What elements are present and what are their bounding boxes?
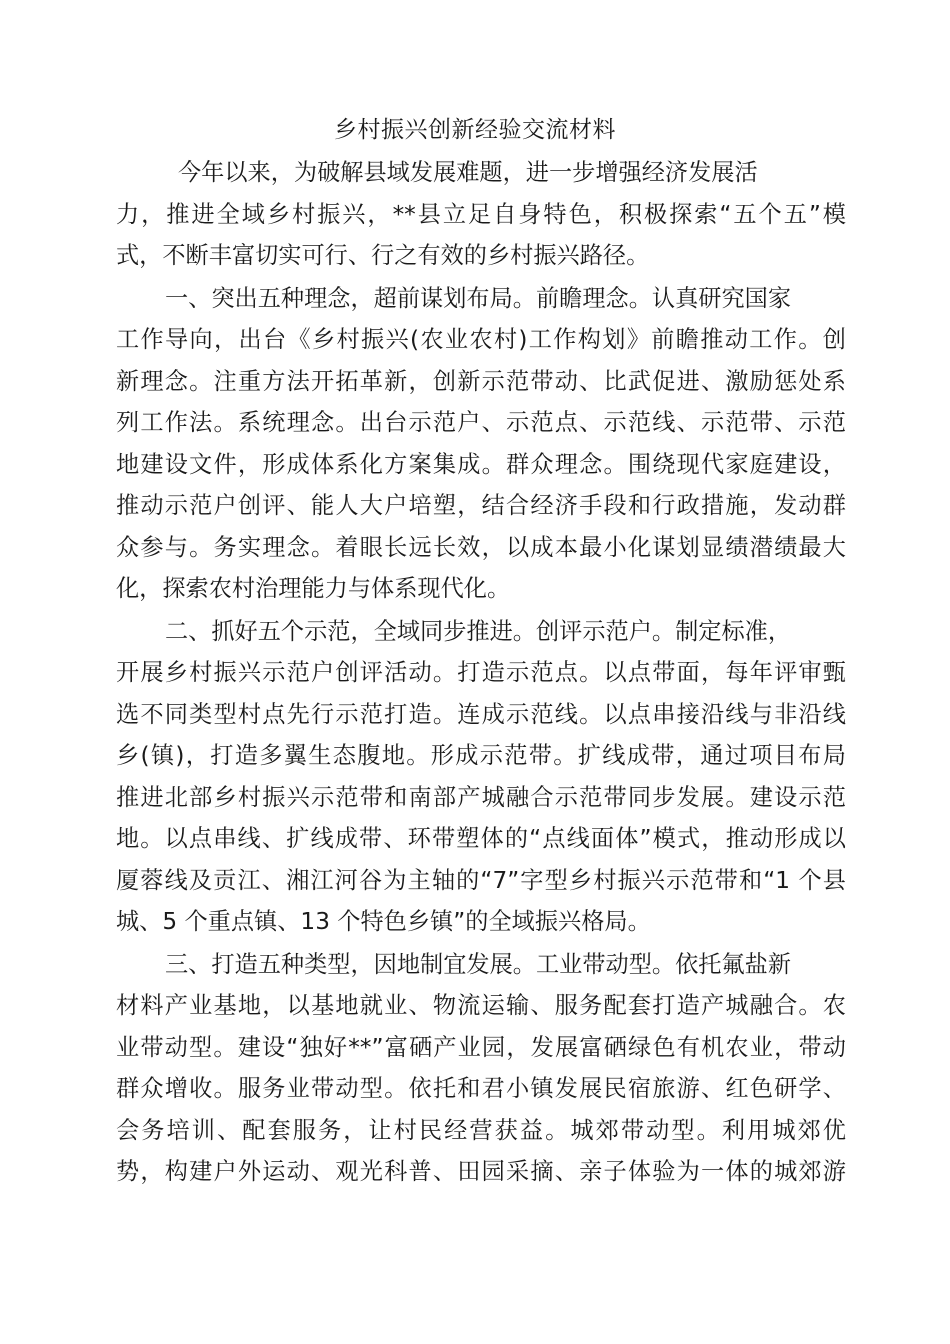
paragraph-line: 化，探索农村治理能力与体系现代化。 xyxy=(116,575,511,602)
paragraph-line: 三、打造五种类型，因地制宜发展。工业带动型。依托氟盐新 xyxy=(165,951,792,978)
paragraph-line: 势，构建户外运动、观光科普、田园采摘、亲子体验为一体的城郊游 xyxy=(116,1158,846,1185)
paragraph-line: 推动示范户创评、能人大户培塑，结合经济手段和行政措施，发动群 xyxy=(116,492,846,519)
paragraph-line: 城、5 个重点镇、13 个特色乡镇”的全域振兴格局。 xyxy=(116,908,651,935)
paragraph-line: 地建设文件，形成体系化方案集成。群众理念。围绕现代家庭建设， xyxy=(116,451,846,478)
paragraph-line: 材料产业基地，以基地就业、物流运输、服务配套打造产城融合。农 xyxy=(116,992,846,1019)
paragraph-line: 列工作法。系统理念。出台示范户、示范点、示范线、示范带、示范 xyxy=(116,409,846,436)
paragraph-line: 众参与。务实理念。着眼长远长效，以成本最小化谋划显绩潜绩最大 xyxy=(116,534,846,561)
paragraph-line: 推进北部乡村振兴示范带和南部产城融合示范带同步发展。建设示范 xyxy=(116,784,846,811)
paragraph-line: 厦蓉线及贡江、湘江河谷为主轴的“7”字型乡村振兴示范带和“1 个县 xyxy=(116,867,846,894)
paragraph-line: 会务培训、配套服务，让村民经营获益。城郊带动型。利用城郊优 xyxy=(116,1117,846,1144)
paragraph-line: 乡(镇)，打造多翼生态腹地。形成示范带。扩线成带，通过项目布局 xyxy=(116,742,846,769)
paragraph-line: 选不同类型村点先行示范打造。连成示范线。以点串接沿线与非沿线 xyxy=(116,701,846,728)
paragraph-line: 工作导向，出台《乡村振兴(农业农村)工作构划》前瞻推动工作。创 xyxy=(116,326,846,353)
paragraph-line: 开展乡村振兴示范户创评活动。打造示范点。以点带面，每年评审甄 xyxy=(116,659,846,686)
paragraph-line: 一、突出五种理念，超前谋划布局。前瞻理念。认真研究国家 xyxy=(165,285,792,312)
paragraph-line: 业带动型。建设“独好**”富硒产业园，发展富硒绿色有机农业，带动 xyxy=(116,1034,846,1061)
paragraph-line: 群众增收。服务业带动型。依托和君小镇发展民宿旅游、红色研学、 xyxy=(116,1075,846,1102)
paragraph-line: 今年以来，为破解县域发展难题，进一步增强经济发展活 xyxy=(178,159,758,186)
paragraph-line: 地。以点串线、扩线成带、环带塑体的“点线面体”模式，推动形成以 xyxy=(116,825,846,852)
paragraph-line: 力，推进全域乡村振兴，**县立足自身特色，积极探索“五个五”模 xyxy=(116,201,846,228)
paragraph-line: 式，不断丰富切实可行、行之有效的乡村振兴路径。 xyxy=(116,242,650,269)
paragraph-line: 二、抓好五个示范，全域同步推进。创评示范户。制定标准， xyxy=(165,618,792,645)
paragraph-line: 新理念。注重方法开拓革新，创新示范带动、比武促进、激励惩处系 xyxy=(116,368,846,395)
document-title: 乡村振兴创新经验交流材料 xyxy=(334,117,616,143)
